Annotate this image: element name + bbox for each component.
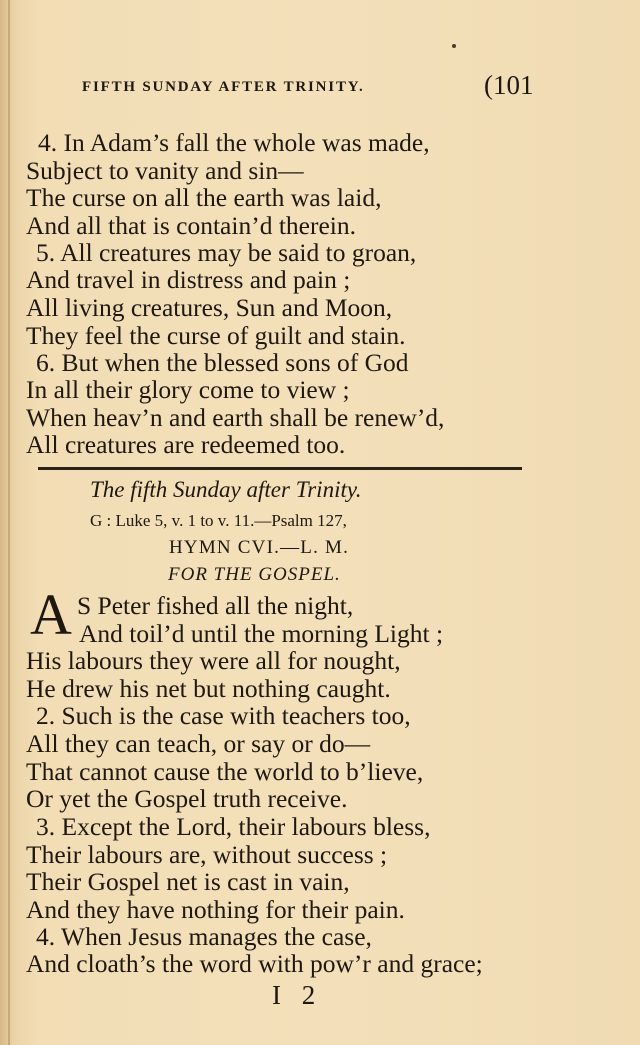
hymn-line: 4. When Jesus manages the case, — [36, 922, 372, 951]
hymn-line: Their labours are, without success ; — [26, 840, 388, 869]
drop-cap: A — [30, 582, 72, 647]
verse-line: And all that is contain’d therein. — [26, 211, 356, 240]
verse-line: 5. All creatures may be said to groan, — [36, 238, 417, 267]
verse-line: When heav’n and earth shall be renew’d, — [26, 403, 445, 432]
hymn-line: And they have nothing for their pain. — [26, 895, 405, 924]
signature-mark: I 2 — [272, 980, 323, 1010]
verse-line: 4. In Adam’s fall the whole was made, — [38, 128, 430, 157]
hymn-number: HYMN CVI.—L. M. — [169, 537, 350, 558]
verse-line: Subject to vanity and sin— — [26, 156, 304, 185]
hymn-line: And cloath’s the word with pow’r and grace; — [26, 949, 483, 978]
hymn-line: His labours they were all for nought, — [26, 646, 401, 675]
ink-speck — [452, 44, 456, 48]
gutter-line — [8, 0, 10, 1045]
verse-line: All living creatures, Sun and Moon, — [26, 293, 393, 322]
verse-line: The curse on all the earth was laid, — [26, 183, 382, 212]
verse-line: And travel in distress and pain ; — [26, 265, 351, 294]
verse-line: In all their glory come to view ; — [26, 375, 350, 404]
hymn-line: That cannot cause the world to b’lieve, — [26, 757, 424, 786]
hymn-occasion: FOR THE GOSPEL. — [168, 564, 341, 585]
verse-line: All creatures are redeemed too. — [26, 430, 346, 459]
hymn-line: He drew his net but nothing caught. — [26, 674, 391, 703]
hymn-line: Their Gospel net is cast in vain, — [26, 867, 350, 896]
hymn-line: And toil’d until the morning Light ; — [79, 619, 444, 648]
page-number: (101 — [484, 70, 534, 100]
verse-line: 6. But when the blessed sons of God — [36, 348, 409, 377]
hymn-line: S Peter fished all the night, — [77, 591, 354, 620]
hymn-line: Or yet the Gospel truth receive. — [26, 784, 348, 813]
verse-line: They feel the curse of guilt and stain. — [26, 321, 406, 350]
section-divider — [38, 467, 522, 470]
hymn-line: 2. Such is the case with teachers too, — [36, 701, 411, 730]
section-title: The fifth Sunday after Trinity. — [90, 477, 362, 502]
scripture-reference: G : Luke 5, v. 1 to v. 11.—Psalm 127, — [90, 511, 347, 530]
running-head: FIFTH SUNDAY AFTER TRINITY. — [82, 79, 365, 95]
hymn-line: 3. Except the Lord, their labours bless, — [36, 812, 431, 841]
hymn-line: All they can teach, or say or do— — [26, 729, 371, 758]
